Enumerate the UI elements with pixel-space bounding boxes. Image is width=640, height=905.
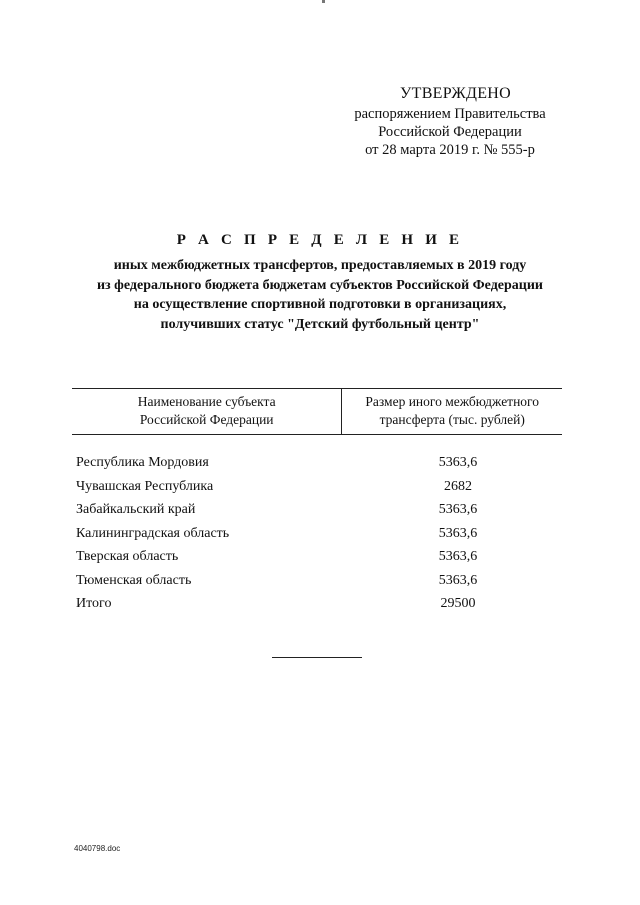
transfer-amount: 5363,6 [438, 502, 478, 517]
region-name: Тюменская область [76, 572, 192, 588]
region-name: Забайкальский край [76, 502, 196, 517]
document-subtitle [0, 256, 640, 334]
region-name: Калининградская область [76, 525, 230, 541]
region-name: Тверская область [76, 549, 179, 564]
subtitle-line: на осуществление спортивной подготовки в организациях, [133, 297, 507, 312]
header-region: Наименование субъекта Российской Федерации [72, 389, 342, 435]
transfer-amount: 2682 [443, 478, 472, 494]
table-row [72, 545, 562, 569]
distribution-table [72, 388, 562, 616]
table-total-row [72, 592, 562, 616]
table-row [72, 498, 562, 522]
region-name: Республика Мордовия [76, 455, 209, 470]
table-row [72, 475, 562, 499]
table-row [72, 569, 562, 593]
region-name: Чувашская Республика [76, 478, 214, 494]
subtitle-line: иных межбюджетных трансфертов, предоставляемых в 2019 году [113, 258, 527, 273]
total-label: Итого [76, 596, 112, 611]
transfer-amount: 5363,6 [438, 549, 478, 564]
approval-line-decree: распоряжением Правительства [354, 106, 546, 122]
transfer-amount: 5363,6 [438, 572, 478, 588]
approval-stamp [300, 84, 600, 159]
footer-filename: 4040798.doc [74, 844, 121, 853]
table-row [72, 435, 562, 475]
table-row [72, 522, 562, 546]
subtitle-line: получивших статус "Детский футбольный центр" [160, 316, 480, 332]
document-title: Р А С П Р Е Д Е Л Е Н И Е [176, 232, 464, 248]
approval-line-authority: Российской Федерации [378, 124, 522, 140]
header-amount: Размер иного межбюджетного трансферта (тыс. рублей) [342, 389, 562, 435]
closing-divider [272, 657, 362, 658]
transfer-amount: 5363,6 [438, 525, 478, 541]
approval-line-date: от 28 марта 2019 г. № 555-р [365, 142, 535, 158]
table-header-row [72, 389, 562, 435]
subtitle-line: из федерального бюджета бюджетам субъектов Российской Федерации [96, 277, 543, 293]
transfer-amount: 5363,6 [438, 455, 478, 470]
scan-artifact [322, 0, 325, 3]
total-amount: 29500 [440, 596, 476, 611]
approval-heading: УТВЕРЖДЕНО [400, 85, 512, 102]
